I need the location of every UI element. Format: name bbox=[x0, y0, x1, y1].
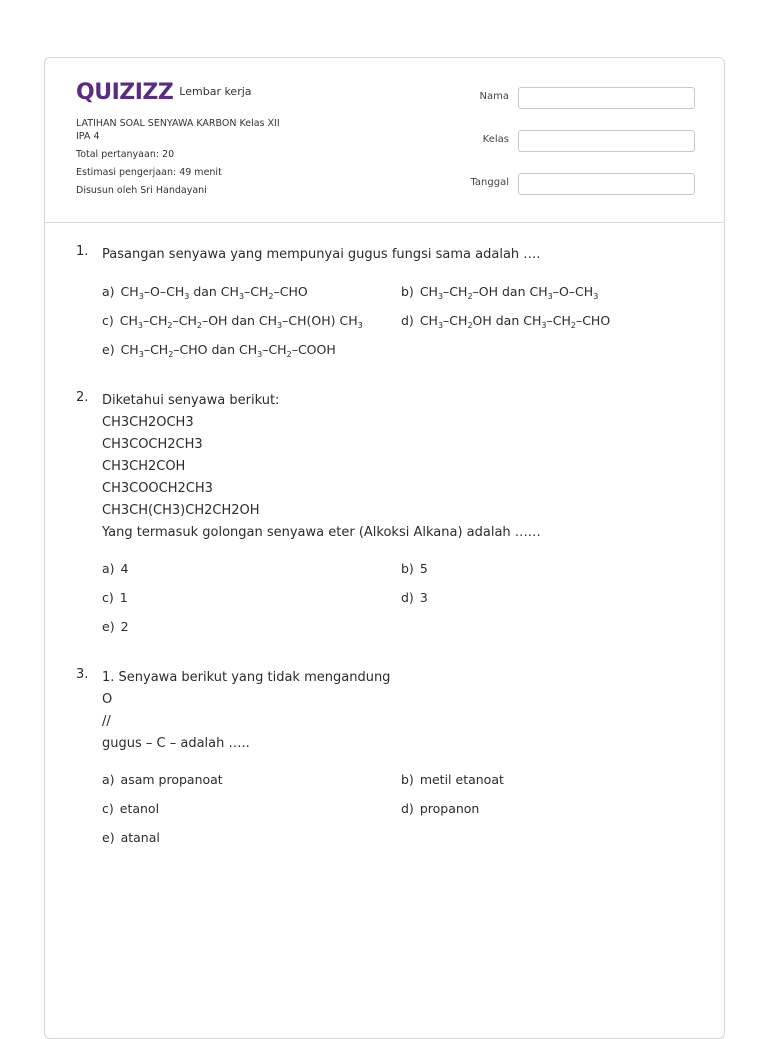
option-text: 2 bbox=[120, 619, 129, 634]
q1-option-e[interactable]: e) $CH_3-CH_2$–CHO dan $CH_3-CH_2$–COOH bbox=[102, 342, 336, 359]
option-text: $CH_3-O-CH_3$ dan $CH_3-CH_2$–CHO bbox=[120, 284, 308, 301]
name-label: Nama bbox=[479, 91, 509, 102]
q3-option-e[interactable]: e) atanal bbox=[102, 830, 160, 845]
question-line: Diketahui senyawa berikut: bbox=[102, 393, 280, 408]
author: Disusun oleh Sri Handayani bbox=[76, 185, 207, 196]
question-line: CH3COCH2CH3 bbox=[102, 437, 203, 452]
option-text: propanon bbox=[419, 801, 480, 816]
class-label: Kelas bbox=[482, 134, 509, 145]
worksheet-meta bbox=[76, 116, 280, 199]
date-input[interactable] bbox=[518, 173, 695, 195]
question-number: 3. bbox=[76, 667, 89, 682]
total-questions: Total pertanyaan: 20 bbox=[76, 149, 175, 160]
option-text: $CH_3-CH_2-CH_2-OH$ dan $CH_3-CH(OH)$ $CH_3$ bbox=[119, 313, 363, 330]
q1-option-d[interactable]: d) $CH_3-CH_2OH$ dan $CH_3-CH_2$–CHO bbox=[401, 313, 611, 330]
worksheet-title-line1: LATIHAN SOAL SENYAWA KARBON Kelas XII bbox=[76, 118, 280, 129]
question-line: CH3CH(CH3)CH2CH2OH bbox=[102, 503, 260, 518]
estimated-time: Estimasi pengerjaan: 49 menit bbox=[76, 167, 222, 178]
question-text bbox=[102, 390, 692, 544]
q3-option-c[interactable]: c) etanol bbox=[102, 801, 160, 816]
q2-option-d[interactable]: d) 3 bbox=[401, 590, 428, 605]
option-text: $CH_3-CH_2OH$ dan $CH_3-CH_2$–CHO bbox=[419, 313, 611, 330]
option-text: $CH_3-CH_2$–CHO dan $CH_3-CH_2$–COOH bbox=[120, 342, 336, 359]
worksheet-title-line2: IPA 4 bbox=[76, 131, 100, 142]
q3-option-b[interactable]: b) metil etanoat bbox=[401, 772, 504, 787]
class-field-row bbox=[445, 130, 693, 152]
option-text: 5 bbox=[419, 561, 428, 576]
quizizz-logo: QUIZIZZ bbox=[76, 80, 174, 105]
question-line: CH3COOCH2CH3 bbox=[102, 481, 213, 496]
q2-option-c[interactable]: c) 1 bbox=[102, 590, 128, 605]
q2-option-a[interactable]: a) 4 bbox=[102, 561, 129, 576]
question-text bbox=[102, 244, 692, 266]
option-text: 3 bbox=[419, 590, 428, 605]
name-field-row bbox=[445, 87, 693, 109]
date-field-row bbox=[445, 173, 693, 195]
q3-option-d[interactable]: d) propanon bbox=[401, 801, 480, 816]
question-line: CH3CH2OCH3 bbox=[102, 415, 194, 430]
option-text: asam propanoat bbox=[120, 772, 223, 787]
q1-option-a[interactable]: a) $CH_3-O-CH_3$ dan $CH_3-CH_2$–CHO bbox=[102, 284, 308, 301]
option-text: atanal bbox=[120, 830, 160, 845]
question-line: 1. Senyawa berikut yang tidak mengandung bbox=[102, 670, 391, 685]
q1-option-c[interactable]: c) $CH_3-CH_2-CH_2-OH$ dan $CH_3-CH(OH)$ $CH_3$ bbox=[102, 313, 363, 330]
question-number: 1. bbox=[76, 244, 89, 259]
name-input[interactable] bbox=[518, 87, 695, 109]
question-line: // bbox=[102, 714, 111, 729]
option-text: 1 bbox=[119, 590, 128, 605]
option-text: 4 bbox=[120, 561, 129, 576]
question-line: O bbox=[102, 692, 113, 707]
worksheet-header bbox=[45, 58, 724, 223]
question-line: CH3CH2COH bbox=[102, 459, 186, 474]
worksheet bbox=[44, 57, 725, 1039]
question-number: 2. bbox=[76, 390, 89, 405]
q2-option-b[interactable]: b) 5 bbox=[401, 561, 428, 576]
option-text: $CH_3-CH_2-OH$ dan $CH_3-O-CH_3$ bbox=[419, 284, 599, 301]
brand-subtitle: Lembar kerja bbox=[179, 85, 252, 98]
class-input[interactable] bbox=[518, 130, 695, 152]
question-line: Pasangan senyawa yang mempunyai gugus fungsi sama adalah …. bbox=[102, 247, 541, 262]
option-text: etanol bbox=[119, 801, 160, 816]
option-text: metil etanoat bbox=[419, 772, 504, 787]
date-label: Tanggal bbox=[470, 177, 509, 188]
q3-option-a[interactable]: a) asam propanoat bbox=[102, 772, 223, 787]
q2-option-e[interactable]: e) 2 bbox=[102, 619, 129, 634]
question-line: gugus – C – adalah ….. bbox=[102, 736, 250, 751]
brand bbox=[76, 80, 252, 105]
question-text bbox=[102, 667, 692, 755]
question-line: Yang termasuk golongan senyawa eter (Alkoksi Alkana) adalah …… bbox=[102, 525, 541, 540]
q1-option-b[interactable]: b) $CH_3-CH_2-OH$ dan $CH_3-O-CH_3$ bbox=[401, 284, 599, 301]
